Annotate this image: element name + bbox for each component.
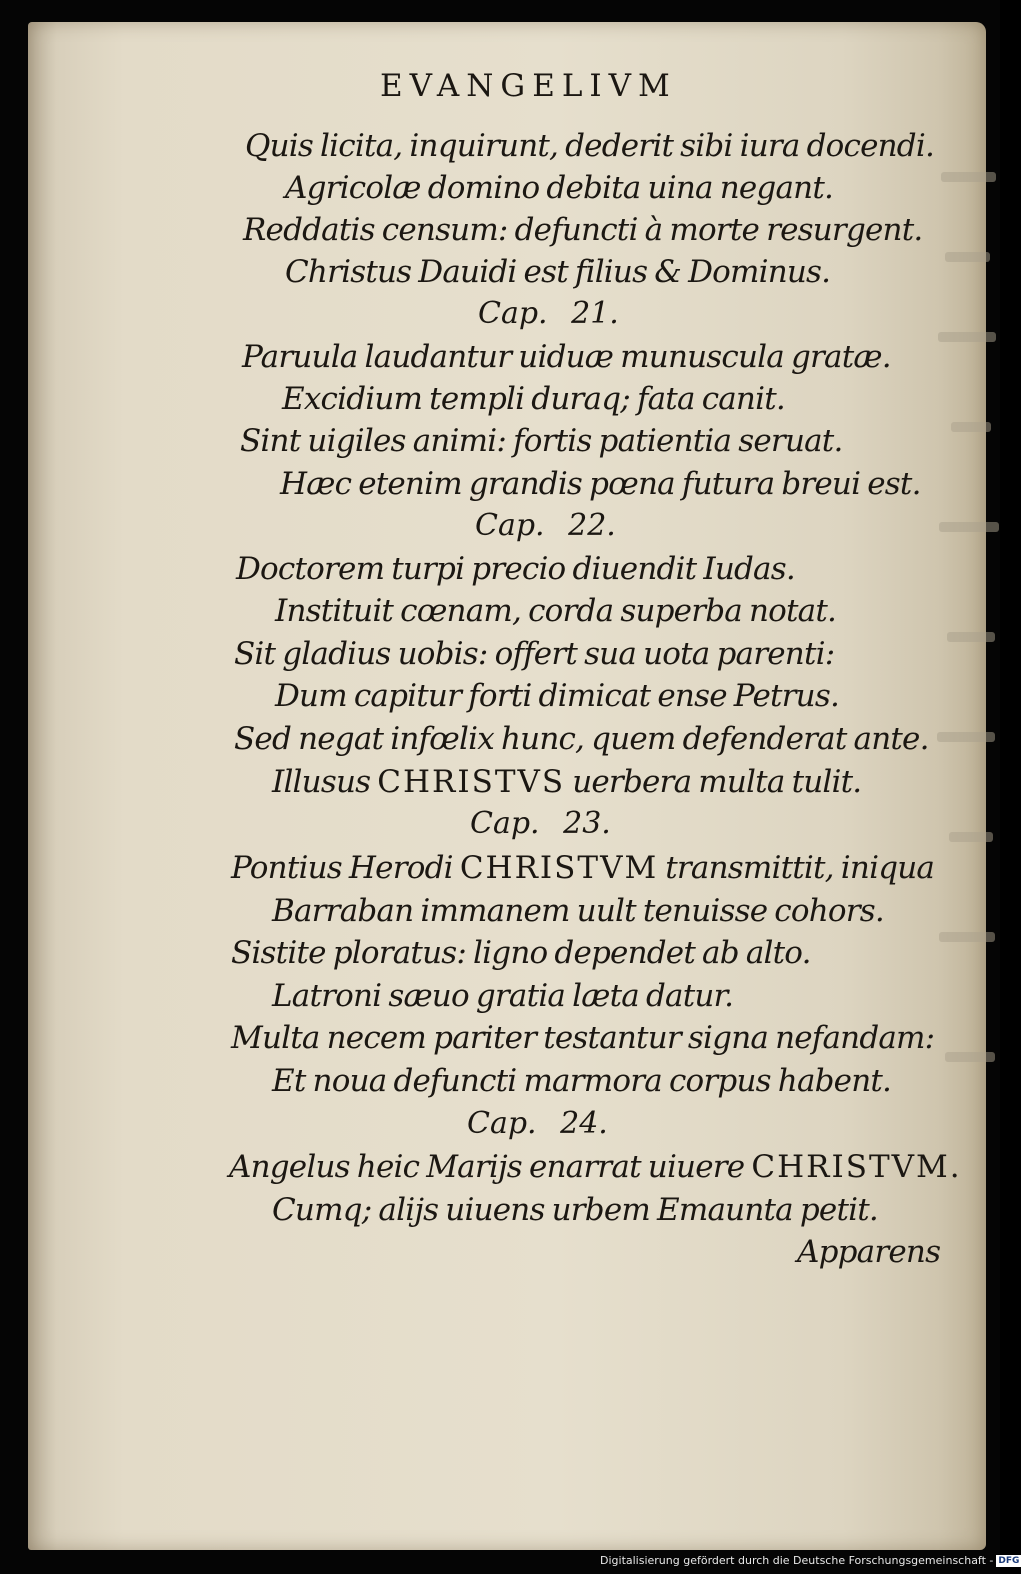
chapter-heading-24: Cap. 24. xyxy=(467,1106,608,1141)
verse-line-7: Sint uigiles animi: fortis patientia seruat. xyxy=(240,423,843,459)
chapter-heading-23: Cap. 23. xyxy=(470,806,611,841)
verse-line-8: Hæc etenim grandis pœna futura breui est. xyxy=(280,466,921,502)
show-through-text xyxy=(933,172,1003,1372)
verse-line-16: Barraban immanem uult tenuisse cohors. xyxy=(272,893,884,929)
verse-line-11: Sit gladius uobis: offert sua uota parenti: xyxy=(234,636,835,672)
verse-line-17: Sistite ploratus: ligno dependet ab alto. xyxy=(231,935,811,971)
catchword: Apparens xyxy=(797,1234,941,1270)
verse-line-2: Agricolæ domino debita uina negant. xyxy=(285,170,834,206)
running-header: EVANGELIVM xyxy=(380,68,677,104)
verse-line-20: Et noua defuncti marmora corpus habent. xyxy=(272,1063,892,1099)
verse-line-12: Dum capitur forti dimicat ense Petrus. xyxy=(275,678,840,714)
verse-line-9: Doctorem turpi precio diuendit Iudas. xyxy=(236,551,795,587)
chapter-heading-21: Cap. 21. xyxy=(478,296,619,331)
verse-line-19: Multa necem pariter testantur signa nefandam: xyxy=(231,1020,935,1056)
dfg-logo: DFG xyxy=(998,1556,1020,1566)
verse-line-18: Latroni sæuo gratia læta datur. xyxy=(272,978,734,1014)
verse-line-1: Quis licita, inquirunt, dederit sibi iura docendi. xyxy=(245,128,935,164)
verse-line-3: Reddatis censum: defuncti à morte resurgent. xyxy=(243,212,923,248)
verse-line-22: Cumq; alijs uiuens urbem Emaunta petit. xyxy=(272,1192,878,1228)
verse-line-13: Sed negat infœlix hunc, quem defenderat ante. xyxy=(234,721,929,757)
verse-line-4: Christus Dauidi est filius & Dominus. xyxy=(285,254,831,290)
footer-text: Digitalisierung gefördert durch die Deutsche Forschungsgemeinschaft - xyxy=(600,1554,994,1567)
verse-line-10: Instituit cœnam, corda superba notat. xyxy=(275,593,837,629)
verse-line-21: Angelus heic Marijs enarrat uiuere CHRISTVM. xyxy=(229,1149,962,1185)
verse-line-14: Illusus CHRISTVS uerbera multa tulit. xyxy=(272,764,862,800)
chapter-heading-22: Cap. 22. xyxy=(475,508,616,543)
verse-line-6: Excidium templi duraq; fata canit. xyxy=(282,381,785,417)
verse-line-5: Paruula laudantur uiduæ munuscula gratæ. xyxy=(242,339,891,375)
digitization-credit xyxy=(600,1554,1021,1568)
verse-line-15: Pontius Herodi CHRISTVM transmittit, iniqua xyxy=(231,850,935,886)
